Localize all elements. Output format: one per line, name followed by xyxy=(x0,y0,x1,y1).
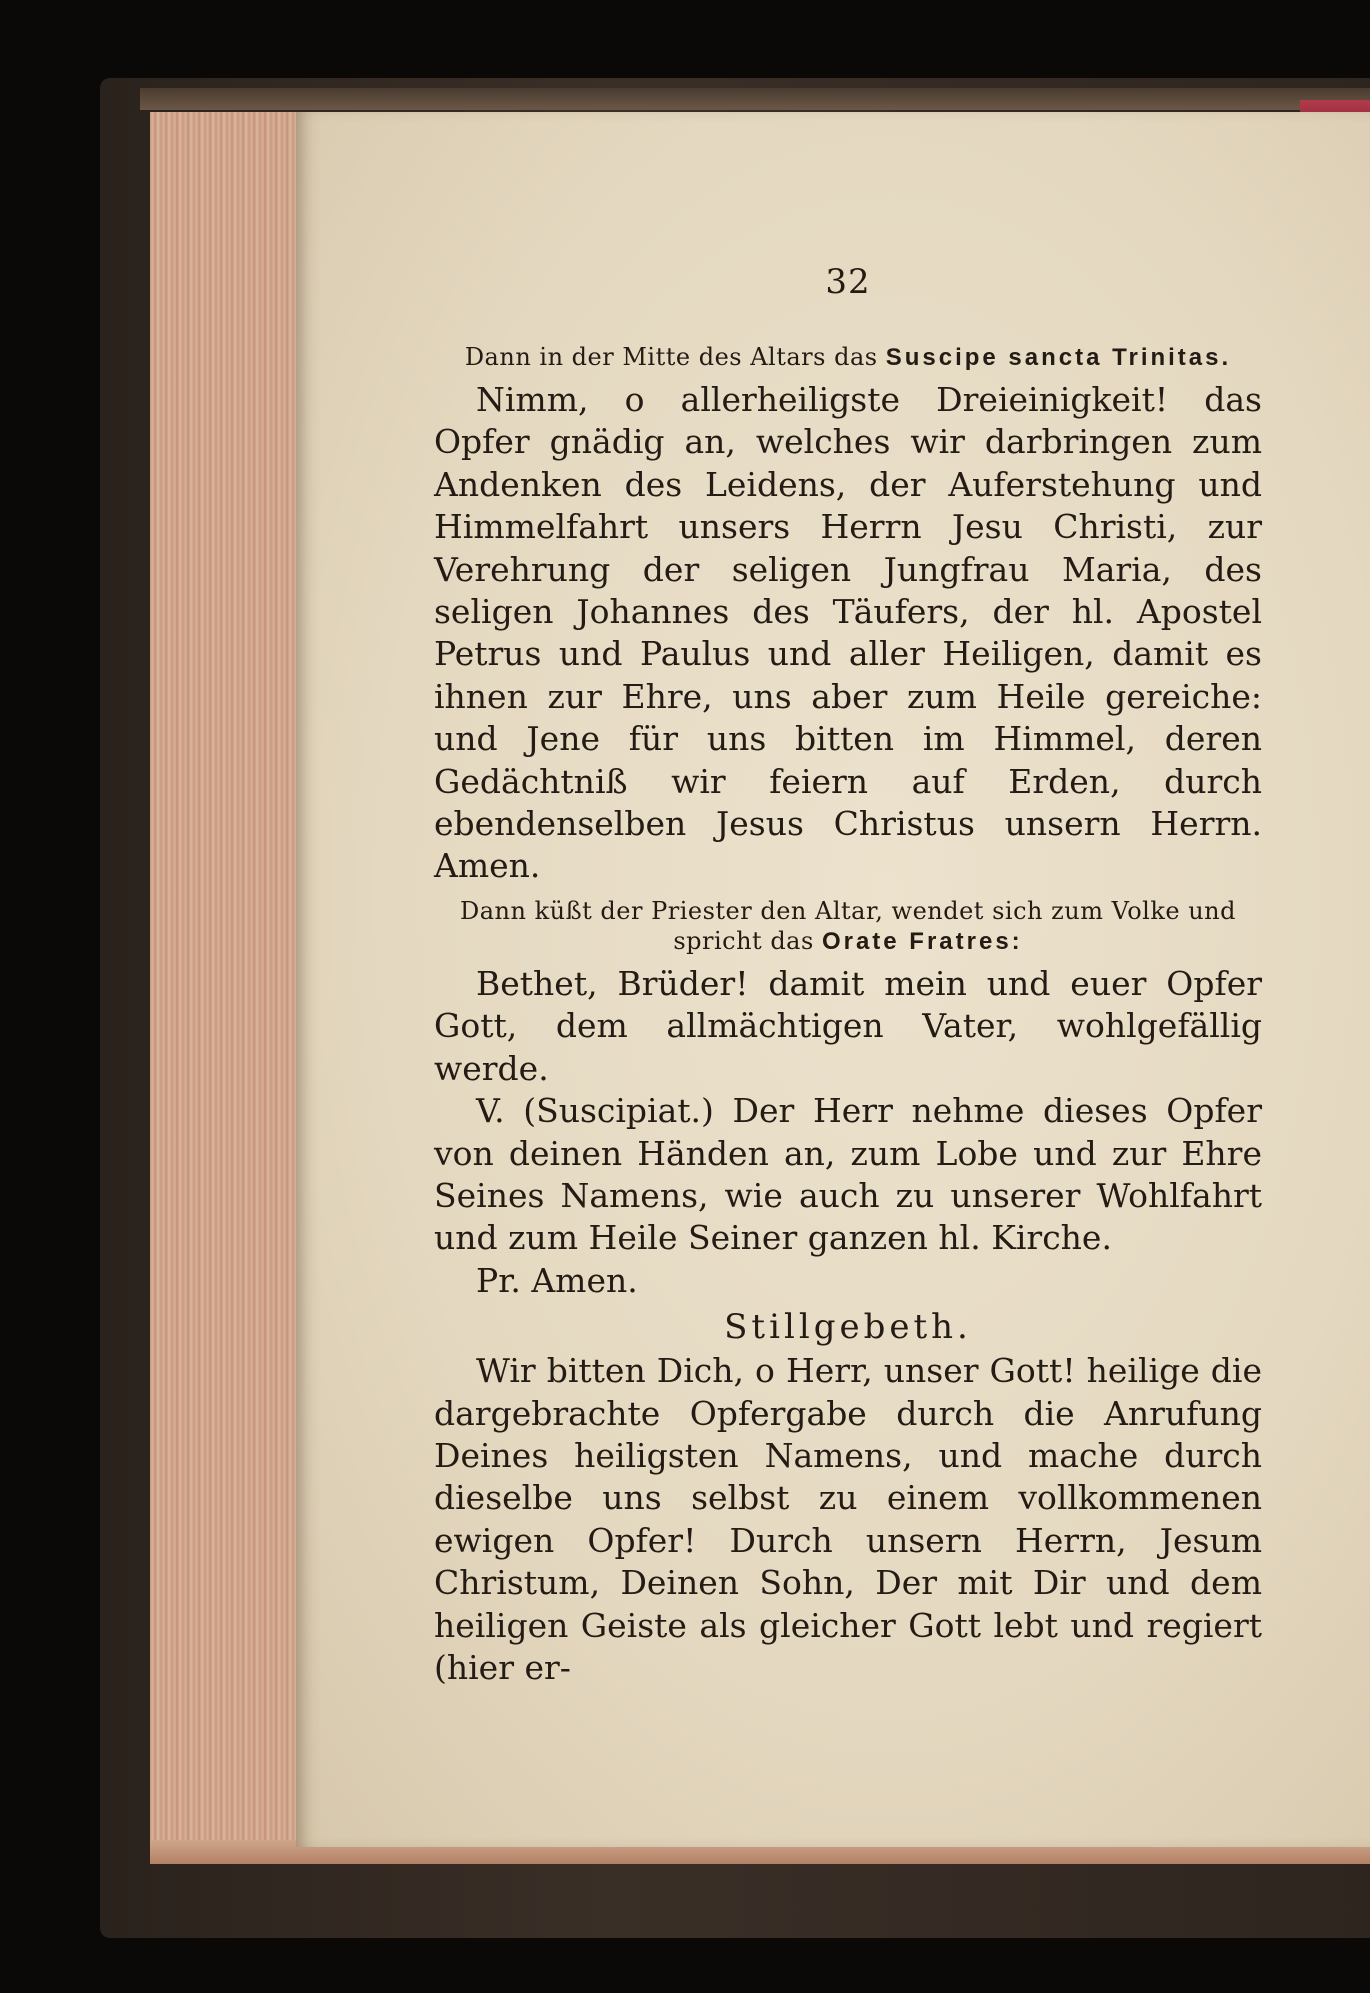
prayer-paragraph: Wir bitten Dich, o Herr, unser Gott! heilige die dargebrachte Opfergabe durch die Anrufung Deines heiligsten Namens, und mache durch dieselbe uns selbst zu einem vollkommenen ewigen Opfer! Durch unsern Herrn, Jesum Christum, Deinen Sohn, Der mit Dir und dem heiligen Geiste als gleicher Gott lebt und regiert (hier er- xyxy=(434,1351,1262,1687)
rubric-suscipe xyxy=(434,342,1262,373)
prayer-paragraph: Bethet, Brüder! damit mein und euer Opfer Gott, dem allmächtigen Vater, wohlgefällig werde. xyxy=(434,963,1262,1088)
page-edges xyxy=(150,112,300,1857)
prayer-paragraph: V. (Suscipiat.) Der Herr nehme dieses Opfer von deinen Händen an, zum Lobe und zur Ehre Seines Namens, wie auch zu unserer Wohlfahrt und zum Heile Seiner ganzen hl. Kirche. xyxy=(434,1091,1262,1258)
cover-top-edge xyxy=(140,88,1370,110)
page-number: 32 xyxy=(825,262,871,302)
prayer-paragraph: Nimm, o allerheiligste Dreieinigkeit! das Opfer gnädig an, welches wir darbringen zum Andenken des Leidens, der Auferstehung und Himmelfahrt unsers Herrn Jesu Christi, zur Verehrung der seligen Jungfrau Maria, des seligen Johannes des Täufers, der hl. Apostel Petrus und Paulus und aller Heiligen, damit es ihnen zur Ehre, uns aber zum Heile gereiche: und Jene für uns bitten im Himmel, deren Gedächtniß wir feiern auf Erden, durch ebendenselben Jesus Christus unsern Herrn. Amen. xyxy=(434,380,1262,886)
rubric-latin: Suscipe sancta Trinitas. xyxy=(885,344,1232,371)
rubric-latin: Orate Fratres: xyxy=(821,927,1023,955)
section-heading: Stillgebeth. xyxy=(724,1307,972,1348)
rubric-orate xyxy=(434,896,1262,957)
rubric-text: Dann in der Mitte des Altars das xyxy=(464,343,886,371)
rubric-text: Dann küßt der Priester den Altar, wendet sich zum Volke und spricht das xyxy=(460,896,1236,955)
page-content xyxy=(434,262,1262,1689)
prayer-paragraph: Pr. Amen. xyxy=(476,1260,638,1300)
